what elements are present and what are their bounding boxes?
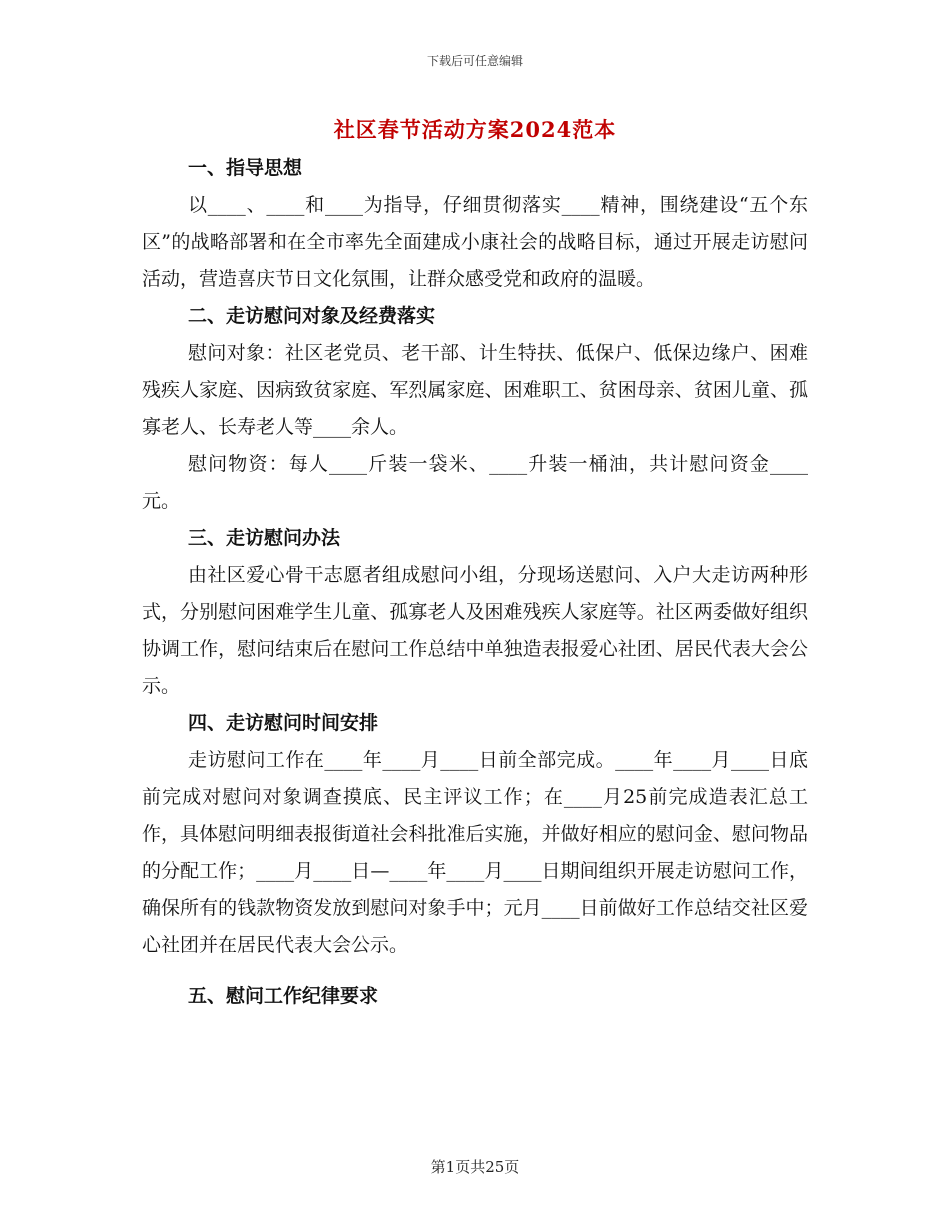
section-3-paragraph-1: 由社区爱心骨干志愿者组成慰问小组，分现场送慰问、入户大走访两种形式，分别慰问困难学生儿童、孤寡老人及困难残疾人家庭等。社区两委做好组织协调工作，慰问结束后在慰问工作总结中单独造表报爱心社团、居民代表大会公示。 [142,564,808,697]
page-number: 第1页共25页 [430,1158,520,1176]
section-heading-2: 二、走访慰问对象及经费落实 [188,305,436,327]
section-heading-4: 四、走访慰问时间安排 [188,712,379,734]
document-body [142,150,808,1015]
section-heading-5: 五、慰问工作纪律要求 [188,985,379,1007]
section-2-paragraph-1: 慰问对象：社区老党员、老干部、计生特扶、低保户、低保边缘户、困难残疾人家庭、因病致贫家庭、军烈属家庭、困难职工、贫困母亲、贫困儿童、孤寡老人、长寿老人等____余人。 [142,342,808,438]
header-note: 下载后可任意编辑 [426,54,523,68]
section-spacer [142,964,808,978]
section-4-paragraph-1: 走访慰问工作在____年____月____日前全部完成。____年____月____日底前完成对慰问对象调查摸底、民主评议工作；在____月25前完成造表汇总工作，具体慰问明细表报街道社会科批准后实施，并做好相应的慰问金、慰问物品的分配工作；____月____日—____年____月____日期间组织开展走访慰问工作，确保所有的钱款物资发放到慰问对象手中；元月____日前做好工作总结交社区爱心社团并在居民代表大会公示。 [142,749,808,956]
section-1-paragraph-1: 以____、____和____为指导，仔细贯彻落实____精神，围绕建设“五个东区”的战略部署和在全市率先全面建成小康社会的战略目标，通过开展走访慰问活动，营造喜庆节日文化氛围，让群众感受党和政府的温暖。 [142,194,808,290]
document-title: 社区春节活动方案2024范本 [333,117,617,142]
section-heading-1: 一、指导思想 [188,157,303,179]
section-2-paragraph-2: 慰问物资：每人____斤装一袋米、____升装一桶油，共计慰问资金____元。 [142,453,808,512]
section-heading-3: 三、走访慰问办法 [188,527,341,549]
